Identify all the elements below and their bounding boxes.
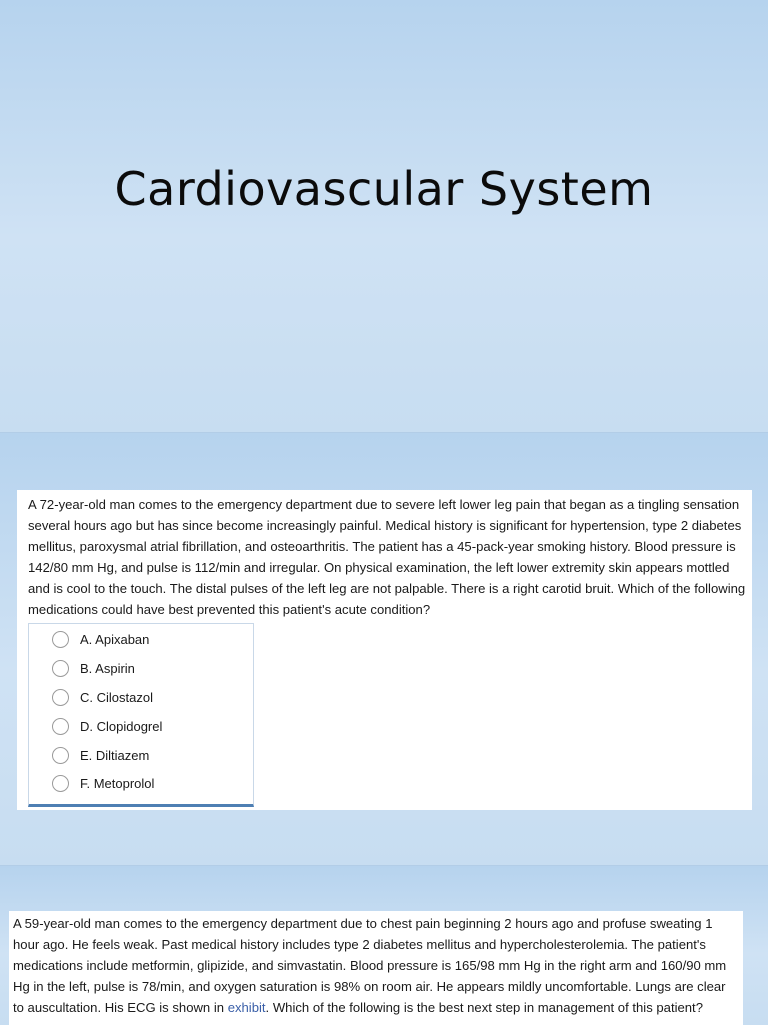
question-stem: A 72-year-old man comes to the emergency department due to severe left lower leg pain that began as a tingling sensation several hours ago but has since become increasingly painful. Medical history is significant for hypertension, type 2 diabetes mellitus, paroxysmal atrial fibrillation, and osteoarthritis. The patient has a 45-pack-year smoking history. Blood pressure is 142/80 mm Hg, and pulse is 112/min and irregular. On physical examination, the left lower extremity skin appears mottled and is cool to the touch. The distal pulses of the left leg are not palpable. There is a right carotid bruit. Which of the following medications could have best prevented this patient's acute condition? xyxy=(28,497,746,617)
question-slide-1 xyxy=(0,432,768,865)
answer-option-label: C. Cilostazol xyxy=(80,689,153,705)
radio-button-icon[interactable] xyxy=(52,747,69,764)
answer-option-label: E. Diltiazem xyxy=(80,747,150,763)
answer-option-c[interactable] xyxy=(29,686,249,708)
radio-button-icon[interactable] xyxy=(52,689,69,706)
slide-title: Cardiovascular System xyxy=(114,162,654,216)
answer-option-a[interactable] xyxy=(29,628,249,650)
question-stem xyxy=(13,913,739,1018)
answer-option-b[interactable] xyxy=(29,657,249,679)
question-stem-text-end: . Which of the following is the best next step in management of this patient? xyxy=(265,1000,703,1015)
radio-button-icon[interactable] xyxy=(52,660,69,677)
radio-button-icon[interactable] xyxy=(52,718,69,735)
answer-option-label: B. Aspirin xyxy=(80,660,135,676)
answer-option-f[interactable] xyxy=(29,772,249,794)
question-stem-text: A 59-year-old man comes to the emergency department due to chest pain beginning 2 hours ago and profuse sweating 1 hour ago. He feels weak. Past medical history includes type 2 diabetes mellitus and hypercholesterolemia. The patient's medications include metformin, glipizide, and simvastatin. Blood pressure is 165/98 mm Hg in the right arm and 160/90 mm Hg in the left, pulse is 78/min, and oxygen saturation is 98% on room air. He appears mildly uncomfortable. Lungs are clear to auscultation. His ECG is shown in xyxy=(13,916,727,1015)
answer-option-d[interactable] xyxy=(29,715,249,737)
question-slide-2 xyxy=(0,865,768,1025)
answer-option-label: A. Apixaban xyxy=(80,631,150,647)
question-card xyxy=(17,490,752,810)
title-slide xyxy=(0,0,768,432)
answer-option-e[interactable] xyxy=(29,744,249,766)
exhibit-link[interactable]: exhibit xyxy=(227,1000,266,1015)
answer-choices xyxy=(28,623,254,807)
answer-option-label: F. Metoprolol xyxy=(80,775,155,791)
radio-button-icon[interactable] xyxy=(52,775,69,792)
answer-option-label: D. Clopidogrel xyxy=(80,718,163,734)
question-card xyxy=(9,911,743,1025)
radio-button-icon[interactable] xyxy=(52,631,69,648)
